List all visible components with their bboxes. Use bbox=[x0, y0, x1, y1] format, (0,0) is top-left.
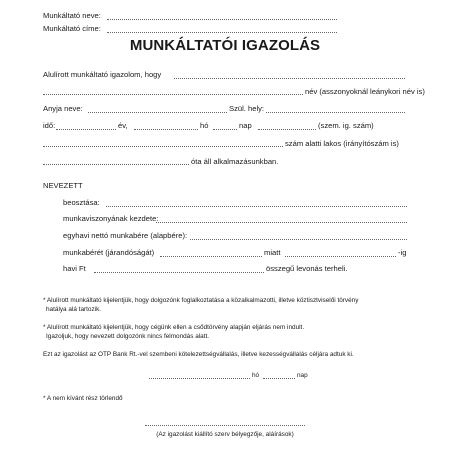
monthly-label: havi Ft bbox=[63, 264, 86, 273]
page-title: MUNKÁLTATÓI IGAZOLÁS bbox=[129, 37, 321, 54]
position-field[interactable] bbox=[106, 206, 407, 207]
employer-address-field[interactable] bbox=[107, 32, 337, 33]
since-label: óta áll alkalmazásunkban. bbox=[191, 157, 279, 166]
birth-date-label: idő: bbox=[43, 121, 56, 130]
year-label: év, bbox=[118, 121, 128, 130]
month-label: hó bbox=[200, 121, 209, 130]
garnish-label: munkabérét (járandóságát) bbox=[63, 248, 155, 257]
employer-name-label: Munkáltató neve: bbox=[43, 11, 101, 20]
birth-month-field[interactable] bbox=[134, 129, 198, 130]
garnish-field[interactable] bbox=[160, 256, 262, 257]
salary-label: egyhavi nettó munkabére (alapbére): bbox=[63, 231, 188, 240]
issue-day-label: nap bbox=[297, 372, 308, 379]
note-3: Ezt az igazolást az OTP Bank Rt.-vel szembeni kötelezettségvállalás, illetve kezességvállalás céljára adtuk ki. bbox=[43, 351, 354, 358]
deduction-label: összegű levonás terheli. bbox=[266, 264, 348, 273]
employer-address-label: Munkáltató címe: bbox=[43, 24, 101, 33]
birth-day-field[interactable] bbox=[213, 129, 237, 130]
note-2-line-2: Igazoljuk, hogy nevezett dolgozónk nincs felmondás alatt. bbox=[46, 333, 210, 340]
name-hint: név (asszonyoknál leánykori név is) bbox=[305, 87, 425, 96]
signature-caption: (Az igazolást kiállító szerv bélyegzője, aláírások) bbox=[156, 431, 294, 438]
address-field[interactable] bbox=[43, 146, 283, 147]
start-label: munkaviszonyának kezdete: bbox=[63, 214, 159, 223]
id-hint: (szem. ig. szám) bbox=[318, 121, 374, 130]
miatt-label: miatt bbox=[264, 248, 281, 257]
ig-label: -ig bbox=[398, 248, 407, 257]
intro-line: Alulírott munkáltató igazolom, hogy bbox=[43, 70, 162, 79]
issue-day-field[interactable] bbox=[263, 378, 295, 379]
signature-line[interactable] bbox=[145, 425, 305, 426]
position-label: beosztása: bbox=[63, 198, 100, 207]
birthplace-field[interactable] bbox=[266, 112, 405, 113]
until-field[interactable] bbox=[285, 256, 396, 257]
day-label: nap bbox=[239, 121, 252, 130]
intro-field[interactable] bbox=[174, 78, 405, 79]
mother-name-field[interactable] bbox=[88, 112, 227, 113]
employer-name-field[interactable] bbox=[107, 19, 337, 20]
start-field[interactable] bbox=[156, 222, 407, 223]
issue-date-field[interactable] bbox=[149, 378, 250, 379]
since-field[interactable] bbox=[43, 164, 189, 165]
employee-name-field[interactable] bbox=[43, 94, 303, 95]
mother-name-label: Anyja neve: bbox=[43, 104, 83, 113]
deduction-amount-field[interactable] bbox=[94, 272, 264, 273]
issue-month-label: hó bbox=[252, 372, 260, 379]
birthplace-label: Szül. hely: bbox=[229, 104, 265, 113]
note-1-line-2: hatálya alá tartozik. bbox=[46, 306, 102, 313]
footnote: * A nem kívánt rész törlendő bbox=[43, 395, 123, 402]
address-hint: szám alatti lakos (irányítószám is) bbox=[285, 139, 399, 148]
birth-year-field[interactable] bbox=[56, 129, 116, 130]
id-number-field[interactable] bbox=[258, 129, 316, 130]
nevezett-heading: NEVEZETT bbox=[43, 181, 83, 190]
note-1-line-1: * Alulírott munkáltató kijelentjük, hogy dolgozónk foglalkoztatása a közalkalmazotti, illetve köztisztviselői törvény bbox=[43, 297, 359, 304]
note-2-line-1: * Alulírott munkáltató kijelentjük, hogy cégünk ellen a csődtörvény alapján eljárás nem indult. bbox=[43, 324, 305, 331]
salary-field[interactable] bbox=[190, 239, 407, 240]
